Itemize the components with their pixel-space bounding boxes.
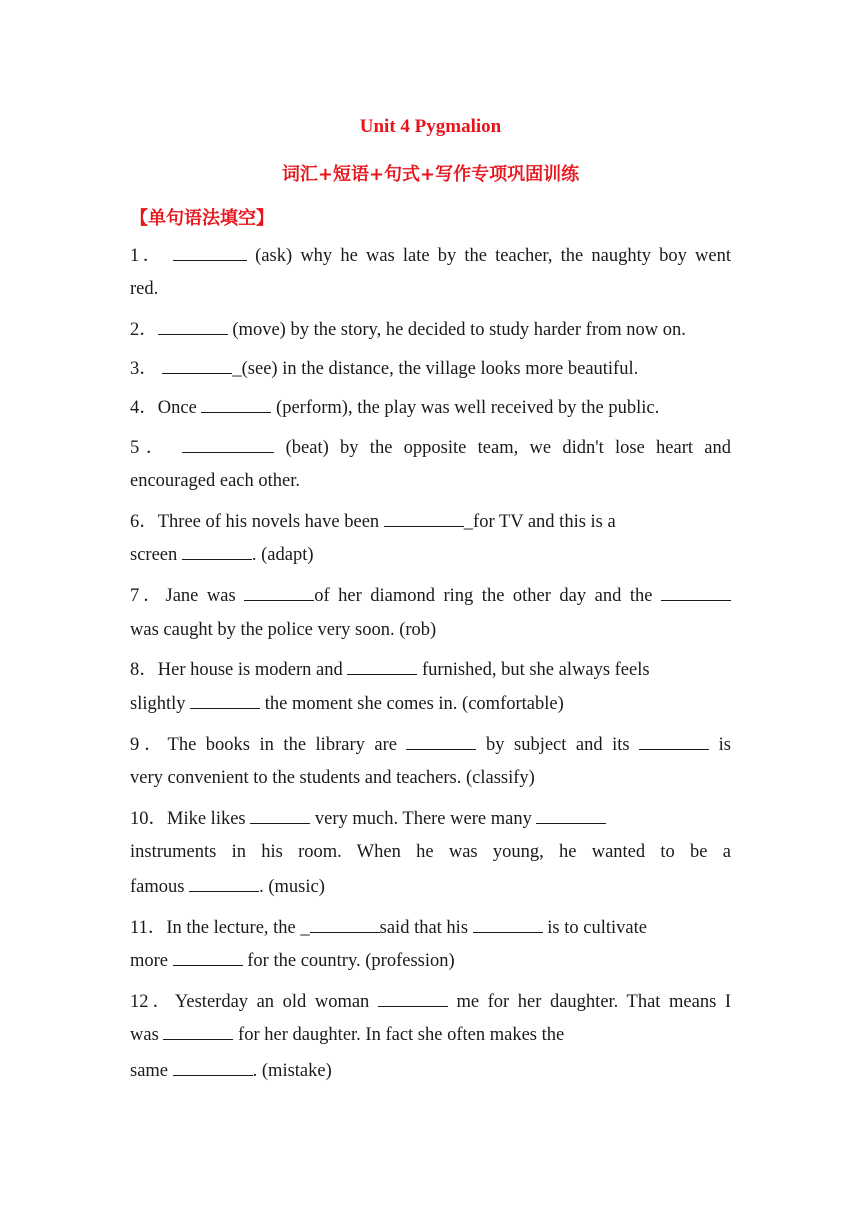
answer-blank[interactable] bbox=[173, 246, 247, 261]
answer-blank[interactable] bbox=[244, 586, 314, 601]
answer-blank[interactable] bbox=[378, 992, 448, 1007]
question-4: 4．Once (perform), the play was well received by the public. bbox=[130, 398, 660, 418]
answer-blank[interactable] bbox=[182, 438, 274, 453]
section-heading: 【单句语法填空】 bbox=[130, 208, 274, 229]
question-3: 3． _(see) in the distance, the village looks more beautiful. bbox=[130, 359, 639, 379]
question-11-line-1: 11．In the lecture, the _ said that his is to cultivate bbox=[130, 918, 647, 938]
question-12-line-1: 12．Yesterday an old woman me for her daughter. That means I bbox=[130, 992, 731, 1012]
question-5-line-2: encouraged each other. bbox=[130, 471, 301, 491]
answer-blank[interactable] bbox=[384, 512, 464, 527]
question-7-line-1: 7．Jane was of her diamond ring the other day and the bbox=[130, 581, 731, 607]
answer-blank[interactable] bbox=[250, 809, 310, 824]
answer-blank[interactable] bbox=[158, 320, 228, 335]
question-5-line-1: 5． (beat) by the opposite team, we didn't lose heart and bbox=[130, 438, 732, 458]
question-9-line-1: 9．The books in the library are by subject and its is bbox=[130, 735, 731, 755]
question-10-line-3: famous . (music) bbox=[130, 877, 325, 897]
question-8-line-2: slightly the moment she comes in. (comfortable) bbox=[130, 694, 564, 714]
document-subtitle: 词汇+短语+句式+写作专项巩固训练 bbox=[281, 164, 580, 185]
question-10-line-1: 10．Mike likes very much. There were many bbox=[130, 804, 731, 830]
answer-blank[interactable] bbox=[190, 694, 260, 709]
answer-blank[interactable] bbox=[162, 359, 232, 374]
question-9-line-2: very convenient to the students and teachers. (classify) bbox=[130, 768, 535, 788]
question-8-line-1: 8．Her house is modern and furnished, but she always feels bbox=[130, 660, 650, 680]
question-12-line-3: same . (mistake) bbox=[130, 1061, 332, 1081]
document-title: Unit 4 Pygmalion bbox=[359, 116, 502, 137]
answer-blank[interactable] bbox=[173, 951, 243, 966]
answer-blank[interactable] bbox=[536, 809, 606, 824]
answer-blank[interactable] bbox=[189, 877, 259, 892]
question-10-line-2: instruments in his room. When he was young, he wanted to be a bbox=[130, 842, 731, 862]
answer-blank[interactable] bbox=[173, 1061, 253, 1076]
question-7-line-2: was caught by the police very soon. (rob) bbox=[130, 620, 437, 640]
question-6-line-2: screen . (adapt) bbox=[130, 545, 314, 565]
answer-blank[interactable] bbox=[639, 735, 709, 750]
question-11-line-2: more for the country. (profession) bbox=[130, 951, 455, 971]
answer-blank[interactable] bbox=[661, 586, 731, 601]
answer-blank[interactable] bbox=[182, 545, 252, 560]
question-6-line-1: 6．Three of his novels have been _for TV and this is a bbox=[130, 512, 616, 532]
answer-blank[interactable] bbox=[310, 918, 380, 933]
question-12-line-2: was for her daughter. In fact she often makes the bbox=[130, 1025, 565, 1045]
answer-blank[interactable] bbox=[347, 660, 417, 675]
answer-blank[interactable] bbox=[163, 1025, 233, 1040]
question-1-line-2: red. bbox=[130, 279, 159, 299]
question-1-line-1: 1． (ask) why he was late by the teacher, the naughty boy went bbox=[130, 246, 732, 266]
question-2: 2． (move) by the story, he decided to study harder from now on. bbox=[130, 320, 686, 340]
answer-blank[interactable] bbox=[406, 735, 476, 750]
answer-blank[interactable] bbox=[473, 918, 543, 933]
answer-blank[interactable] bbox=[201, 398, 271, 413]
